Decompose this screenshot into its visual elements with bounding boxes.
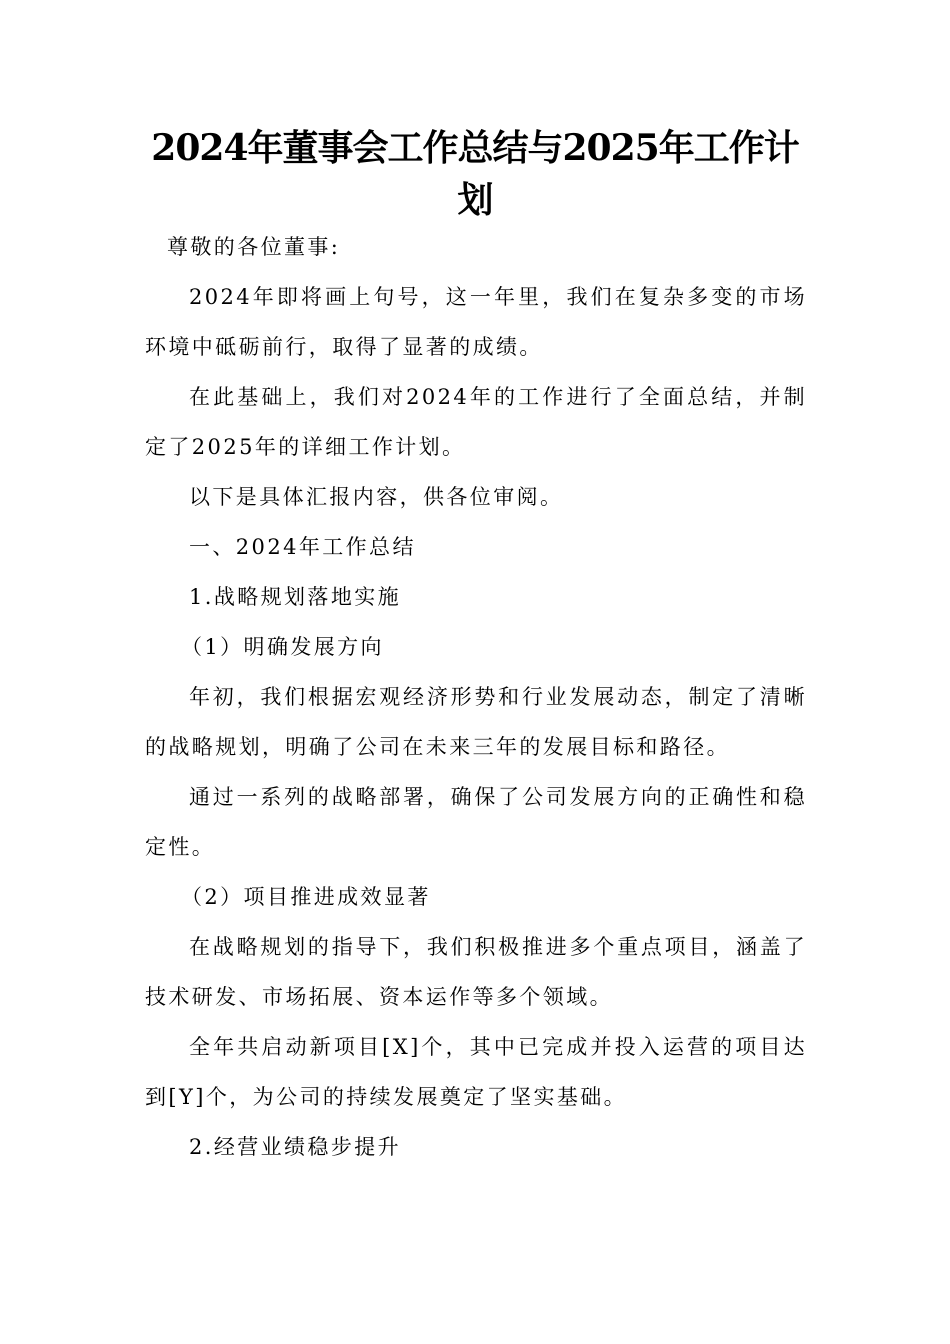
paragraph-projects-1: 在战略规划的指导下，我们积极推进多个重点项目，涵盖了技术研发、市场拓展、资本运作等多个领域。 bbox=[145, 935, 807, 1009]
subsection-heading-1: 1.战略规划落地实施 bbox=[189, 585, 402, 609]
paragraph-intro-2: 在此基础上，我们对2024年的工作进行了全面总结，并制定了2025年的详细工作计划。 bbox=[145, 385, 807, 459]
section-heading-1: 一、2024年工作总结 bbox=[189, 535, 416, 559]
salutation: 尊敬的各位董事: bbox=[167, 235, 341, 259]
item-heading-2: （2）项目推进成效显著 bbox=[181, 885, 431, 909]
document-body bbox=[145, 222, 807, 1172]
item-heading-1: （1）明确发展方向 bbox=[181, 635, 384, 659]
paragraph-strategy-2: 通过一系列的战略部署，确保了公司发展方向的正确性和稳定性。 bbox=[145, 785, 807, 859]
paragraph-projects-2: 全年共启动新项目[X]个，其中已完成并投入运营的项目达到[Y]个，为公司的持续发展奠定了坚实基础。 bbox=[145, 1035, 807, 1109]
paragraph-intro-1: 2024年即将画上句号，这一年里，我们在复杂多变的市场环境中砥砺前行，取得了显著的成绩。 bbox=[145, 285, 807, 359]
paragraph-intro-3: 以下是具体汇报内容，供各位审阅。 bbox=[189, 485, 564, 509]
subsection-heading-2: 2.经营业绩稳步提升 bbox=[189, 1135, 402, 1159]
document-title: 2024年董事会工作总结与2025年工作计划 bbox=[151, 127, 799, 221]
paragraph-strategy-1: 年初，我们根据宏观经济形势和行业发展动态，制定了清晰的战略规划，明确了公司在未来三年的发展目标和路径。 bbox=[145, 685, 807, 759]
